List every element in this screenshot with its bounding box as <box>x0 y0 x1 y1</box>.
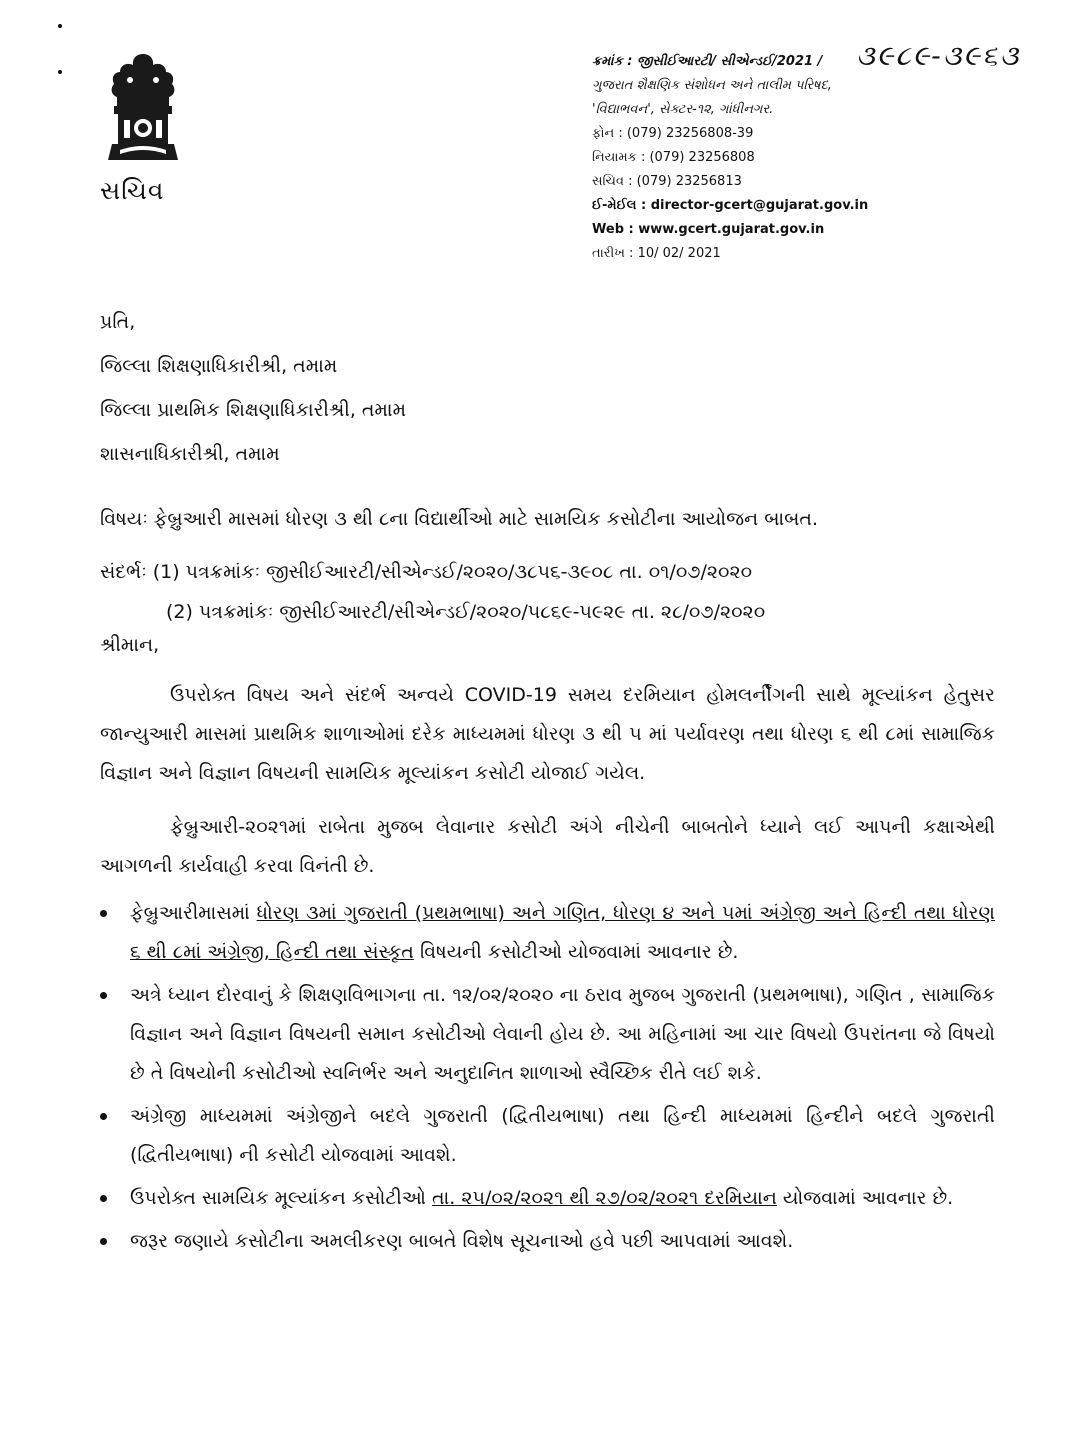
bullet-icon <box>100 992 107 999</box>
bullet-icon <box>100 1238 107 1245</box>
national-emblem-icon <box>100 50 186 170</box>
list-item <box>100 1179 995 1218</box>
reference-2: (2) પત્રક્રમાંકઃ જીસીઈઆરટી/સીએન્ડઈ/૨૦૨૦/૫૮૬૯-૫૯૨૯ તા. ૨૮/૦૭/૨૦૨૦ <box>166 601 766 623</box>
scan-speck <box>58 24 62 28</box>
recipients-prefix: પ્રતિ, <box>100 311 136 333</box>
list-item <box>100 976 995 1093</box>
salutation: શ્રીમાન, <box>100 634 160 656</box>
bullet-3-text: અંગ્રેજી માધ્યમમાં અંગ્રેજીને બદલે ગુજરાતી (દ્વિતીયભાષા) તથા હિન્દી માધ્યમમાં હિન્દીને બદલે ગુજરાતી (દ્વિતીયભાષા) ની કસોટી યોજવામાં આવશે. <box>130 1105 995 1166</box>
list-item <box>100 894 995 972</box>
paragraph-2: ફેબ્રુઆરી-૨૦૨૧માં રાબેતા મુજબ લેવાનાર કસોટી અંગે નીચેની બાબતોને ધ્યાને લઈ આપની કક્ષાએથી આગળની કાર્યવાહી કરવા વિનંતી છે. <box>100 816 995 877</box>
bullet-4-prefix: ઉપરોક્ત સામયિક મૂલ્યાંકન કસોટીઓ <box>130 1187 433 1209</box>
bullet-1-prefix: ફેબ્રુઆરીમાસમાં <box>130 902 257 924</box>
bullet-icon <box>100 910 107 917</box>
recipient-line: જિલ્લા પ્રાથમિક શિક્ષણાધિકારીશ્રી, તમામ <box>100 399 406 421</box>
scan-speck <box>58 70 62 74</box>
bullet-4-underlined: તા. ૨૫/૦૨/૨૦૨૧ થી ૨૭/૦૨/૨૦૨૧ દરમિયાન <box>432 1187 777 1209</box>
subject-line: વિષયઃ ફેબ્રુઆરી માસમાં ધોરણ ૩ થી ૮ના વિદ્યાર્થીઓ માટે સામયિક કસોટીના આયોજન બાબત. <box>100 508 819 530</box>
bullet-icon <box>100 1113 107 1120</box>
recipient-line: જિલ્લા શિક્ષણાધિકારીશ્રી, તમામ <box>100 355 338 377</box>
bullet-4-suffix: યોજવામાં આવનાર છે. <box>776 1187 954 1209</box>
list-item <box>100 1097 995 1175</box>
list-item <box>100 1222 995 1261</box>
director-phone-line: નિયામક : (079) 23256808 <box>592 150 755 165</box>
org-name: ગુજરાત શૈક્ષણિક સંશોધન અને તાલીમ પરિષદ, <box>592 78 832 93</box>
bullet-5-text: જરૂર જણાયે કસોટીના અમલીકરણ બાબતે વિશેષ સૂચનાઓ હવે પછી આપવામાં આવશે. <box>130 1230 794 1252</box>
reference-1: સંદર્ભઃ (1) પત્રક્રમાંકઃ જીસીઈઆરટી/સીએન્ડઈ/૨૦૨૦/૩૮૫૬-૩૯૦૮ તા. ૦૧/૦૭/૨૦૨૦ <box>100 561 753 583</box>
bullet-2-text: અત્રે ધ્યાન દોરવાનું કે શિક્ષણવિભાગના તા. ૧૨/૦૨/૨૦૨૦ ના ઠરાવ મુજબ ગુજરાતી (પ્રથમભાષા), ગણિત , સામાજિક વિજ્ઞાન અને વિજ્ઞાન વિષયની સમાન કસોટીઓ લેવાની હોય છે. આ મહિનામાં આ ચાર વિષયો ઉપરાંતના જે વિષયો છે તે વિષયોની કસોટીઓ સ્વનિર્ભર અને અનુદાનિત શાળાઓ સ્વૈચ્છિક રીતે લઈ શકે. <box>130 984 995 1084</box>
recipient-line: શાસનાધિકારીશ્રી, તમામ <box>100 443 280 465</box>
secretary-phone-line: સચિવ : (079) 23256813 <box>592 174 742 189</box>
bullet-icon <box>100 1195 107 1202</box>
org-address: 'વિદ્યાભવન', સેક્ટર-૧૨, ગાંધીનગર. <box>592 102 774 117</box>
references <box>100 552 1000 632</box>
sender-title: સચિવ <box>100 176 165 205</box>
paragraph-1: ઉપરોક્ત વિષય અને સંદર્ભ અન્વયે COVID-19 સમય દરમિયાન હોમલર્નીંગની સાથે મૂલ્યાંકન હેતુસર જાન્યુઆરી માસમાં પ્રાથમિક શાળાઓમાં દરેક માધ્યમમાં ધોરણ ૩ થી ૫ માં પર્યાવરણ તથા ધોરણ ૬ થી ૮માં સામાજિક વિજ્ઞાન અને વિજ્ઞાન વિષયની સામયિક મૂલ્યાંકન કસોટી યોજાઈ ગયેલ. <box>100 684 995 784</box>
handwritten-reference-number: ૩૯૮૯-૩૯૬૩ <box>856 39 1021 72</box>
reference-number-label: ક્રમાંક : જીસીઈઆરટી/ સીએન્ડઈ/2021 / <box>592 54 823 69</box>
letterhead-block <box>592 39 1062 266</box>
instruction-list <box>100 894 995 1265</box>
web-line: Web : www.gcert.gujarat.gov.in <box>592 222 825 237</box>
letter-body <box>100 300 1000 1252</box>
email-line: ઈ-મેઈલ : director-gcert@gujarat.gov.in <box>592 198 869 213</box>
recipients <box>100 300 1000 476</box>
bullet-1-suffix: વિષયની કસોટીઓ યોજવામાં આવનાર છે. <box>413 941 739 963</box>
bullet-1-underlined: ધોરણ ૩માં ગુજરાતી (પ્રથમભાષા) અને ગણિત, ધોરણ ૪ અને ૫માં અંગ્રેજી અને હિન્દી તથા ધોરણ ૬ થી ૮માં અંગ્રેજી, હિન્દી તથા સંસ્કૃત <box>130 902 995 963</box>
phone-line: ફોન : (079) 23256808-39 <box>592 126 754 141</box>
date-line: તારીખ : 10/ 02/ 2021 <box>592 246 721 261</box>
